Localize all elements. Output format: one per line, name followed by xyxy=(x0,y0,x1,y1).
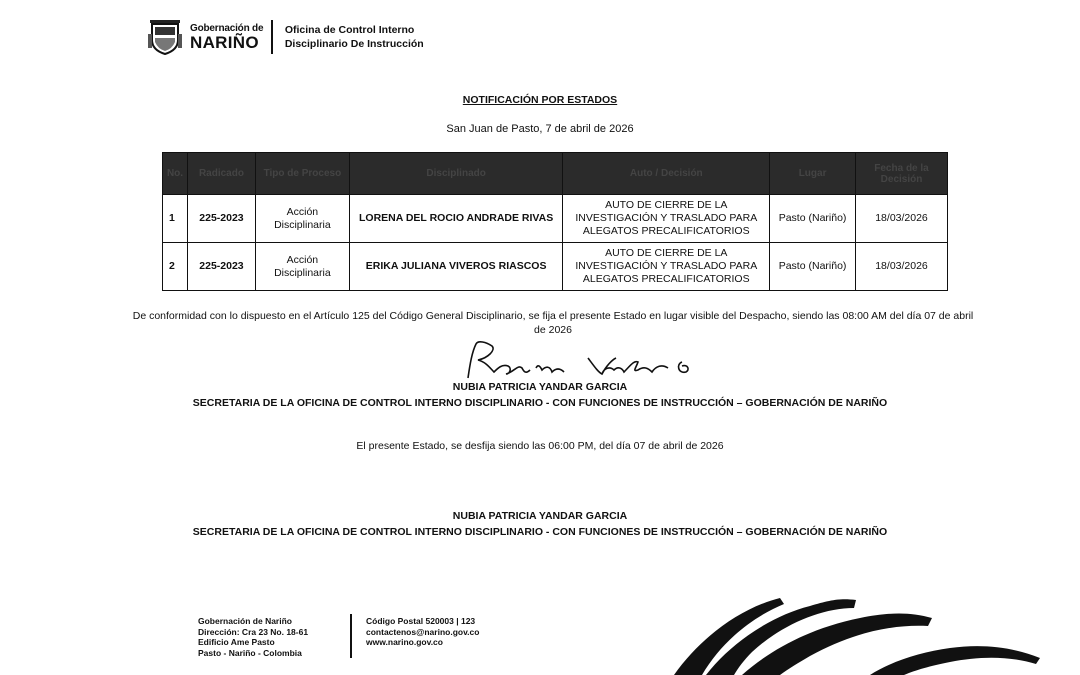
cell-tipo: Acción Disciplinaria xyxy=(255,243,349,291)
footer-line: Dirección: Cra 23 No. 18-61 xyxy=(198,626,309,637)
cell-num: 2 xyxy=(163,243,188,291)
government-name xyxy=(190,23,263,51)
document-date: San Juan de Pasto, 7 de abril de 2026 xyxy=(446,123,634,135)
cell-num: 1 xyxy=(163,195,188,243)
signer-role-second: SECRETARIA DE LA OFICINA DE CONTROL INTERNO DISCIPLINARIO - CON FUNCIONES DE INSTRUCCIÓN – GOBERNACIÓN DE NARIÑO xyxy=(192,526,888,538)
cell-radicado: 225-2023 xyxy=(187,195,255,243)
footer-line: Edificio Ame Pasto xyxy=(198,637,275,647)
cell-fecha: 18/03/2026 xyxy=(856,195,948,243)
gov-line-1: Gobernación de xyxy=(190,23,264,34)
handwritten-signature xyxy=(456,338,696,384)
cell-disciplinado: LORENA DEL ROCIO ANDRADE RIVAS xyxy=(349,195,563,243)
cell-tipo: Acción Disciplinaria xyxy=(255,195,349,243)
cell-disciplinado: ERIKA JULIANA VIVEROS RIASCOS xyxy=(349,243,563,291)
footer-contact xyxy=(366,616,479,648)
cell-auto: AUTO DE CIERRE DE LA INVESTIGACIÓN Y TRASLADO PARA ALEGATOS PRECALIFICATORIOS xyxy=(563,195,770,243)
table-row xyxy=(163,195,948,243)
header-cell-disciplinado: Disciplinado xyxy=(349,153,563,195)
cell-radicado: 225-2023 xyxy=(187,243,255,291)
office-name xyxy=(285,23,424,51)
office-line-1: Oficina de Control Interno xyxy=(284,24,415,36)
header-cell-tipo: Tipo de Proceso xyxy=(255,153,349,195)
cell-lugar: Pasto (Nariño) xyxy=(770,195,856,243)
unfixing-statement: El presente Estado, se desfija siendo las 06:00 PM, del día 07 de abril de 2026 xyxy=(356,440,724,452)
footer-line: Código Postal 520003 | 123 xyxy=(366,616,476,626)
document-title: NOTIFICACIÓN POR ESTADOS xyxy=(462,94,618,106)
header-divider xyxy=(271,20,273,54)
footer-divider xyxy=(350,614,352,658)
gov-line-2: NARIÑO xyxy=(190,33,259,52)
signer-name: NUBIA PATRICIA YANDAR GARCIA xyxy=(452,381,628,393)
decorative-wave-graphic xyxy=(660,578,1080,675)
table-header-row xyxy=(163,153,948,195)
footer-website-link[interactable]: www.narino.gov.co xyxy=(366,637,443,647)
signer-name-second: NUBIA PATRICIA YANDAR GARCIA xyxy=(452,510,628,522)
notification-table xyxy=(162,152,948,291)
fixing-paragraph: De conformidad con lo dispuesto en el Artículo 125 del Código General Disciplinario, se fija el presente Estado en lugar visible del Despacho, siendo las 08:00 AM del día 07 de abril de 2026 xyxy=(132,310,974,336)
header-cell-lugar: Lugar xyxy=(770,153,856,195)
coat-of-arms-logo xyxy=(146,18,184,56)
cell-fecha: 18/03/2026 xyxy=(856,243,948,291)
footer-email-link[interactable]: contactenos@narino.gov.co xyxy=(366,626,480,637)
header-cell-fecha: Fecha de la Decisión xyxy=(856,153,948,195)
footer-line: Pasto - Nariño - Colombia xyxy=(198,647,302,658)
cell-auto: AUTO DE CIERRE DE LA INVESTIGACIÓN Y TRASLADO PARA ALEGATOS PRECALIFICATORIOS xyxy=(563,243,770,291)
office-line-2: Disciplinario De Instrucción xyxy=(284,38,424,50)
signer-role: SECRETARIA DE LA OFICINA DE CONTROL INTERNO DISCIPLINARIO - CON FUNCIONES DE INSTRUCCIÓN – GOBERNACIÓN DE NARIÑO xyxy=(192,397,888,409)
footer-address xyxy=(198,616,308,658)
footer-line: Gobernación de Nariño xyxy=(198,616,292,626)
header-cell-auto: Auto / Decisión xyxy=(563,153,770,195)
header-cell-radicado: Radicado xyxy=(187,153,255,195)
letterhead xyxy=(146,16,424,58)
cell-lugar: Pasto (Nariño) xyxy=(770,243,856,291)
table-row xyxy=(163,243,948,291)
header-cell-num: No. xyxy=(163,153,188,195)
